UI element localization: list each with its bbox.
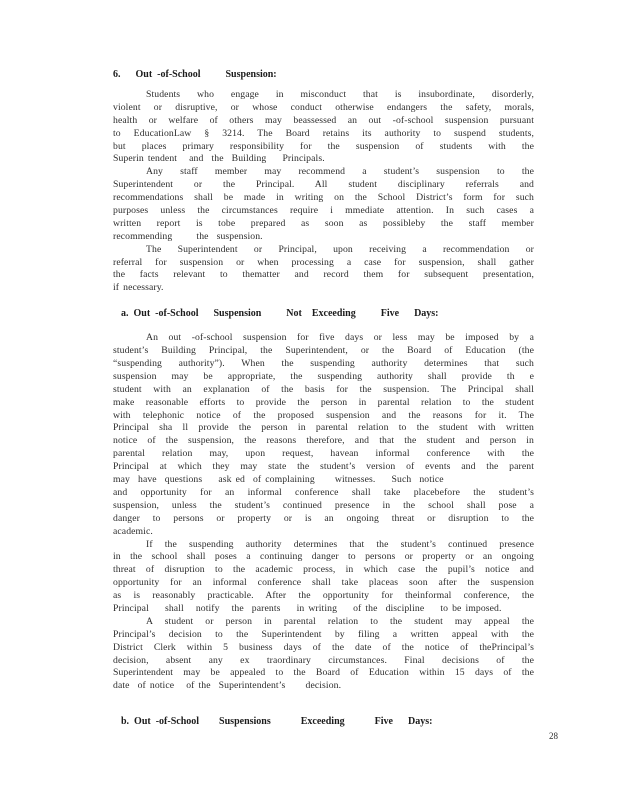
text-line: the facts relevant to thematter and record them for subsequent presentation, xyxy=(113,269,534,281)
text-line: opportunity for an informal conference shall take placeas soon after the suspension xyxy=(113,577,534,589)
text-line: decision, absent any ex traordinary circumstances. Final decisions of the xyxy=(113,654,534,666)
paragraph xyxy=(113,89,534,166)
text-line: health or welfare of others may beassessed an out -of-school suspension pursuant xyxy=(113,114,534,126)
text-line: student’s Building Principal, the Superintendent, or the Board of Education (the xyxy=(113,345,534,357)
text-line: academic. xyxy=(113,525,153,537)
text-line: written report is tobe prepared as soon as possibleby the staff member xyxy=(113,217,534,229)
text-line: Principal shall notify the parents in writing of the discipline to be imposed. xyxy=(113,602,502,614)
paragraph xyxy=(113,244,534,296)
text-line: as is reasonably practicable. After the opportunity for theinformal conference, the xyxy=(113,590,534,602)
paragraph xyxy=(113,332,534,538)
text-line: suspension, unless the student’s continued presence in the school shall pose a xyxy=(113,499,534,511)
heading-suspensions-exceeding-five-days: b. Out -of-School Suspensions Exceeding Five Days: xyxy=(121,716,433,728)
text-line: referral for suspension or when processing a case for suspension, shall gather xyxy=(113,256,534,268)
document-content xyxy=(113,68,534,728)
text-line: recommendations shall be made in writing on the School District’s form for such xyxy=(113,192,534,204)
paragraph xyxy=(113,539,534,616)
text-line: student with an explanation of the basis for the suspension. The Principal shall xyxy=(113,383,534,395)
text-line: suspension may be appropriate, the suspending authority shall provide th e xyxy=(113,370,534,382)
text-line: and opportunity for an informal conference shall take placebefore the student’s xyxy=(113,486,534,498)
text-line: Superin tendent and the Building Principals. xyxy=(113,153,325,165)
text-line: purposes unless the circumstances require i mmediate attention. In such cases a xyxy=(113,205,534,217)
text-line: notice of the suspension, the reasons therefore, and that the student and person in xyxy=(113,435,534,447)
text-line: if necessary. xyxy=(113,282,164,294)
text-line: make reasonable efforts to provide the person in parental relation to the student xyxy=(113,396,534,408)
text-line: threat of disruption to the academic process, in which case the pupil’s notice and xyxy=(113,564,534,576)
text-line: danger to persons or property or is an ongoing threat or disruption to the xyxy=(113,512,534,524)
text-line: violent or disruptive, or whose conduct otherwise endangers the safety, morals, xyxy=(113,101,534,113)
text-line: Superintendent or the Principal. All student disciplinary referrals and xyxy=(113,179,534,191)
text-line: If the suspending authority determines that the student’s continued presence xyxy=(146,538,534,550)
text-line: may have questions ask ed of complaining witnesses. Such notice xyxy=(113,474,444,486)
page-number: 28 xyxy=(549,731,558,741)
text-line: Superintendent may be appealed to the Board of Education within 15 days of the xyxy=(113,667,534,679)
text-line: “suspending authority”). When the suspending authority determines that such xyxy=(113,358,534,370)
text-line: parental relation may, upon request, havean informal conference with the xyxy=(113,448,534,460)
heading-suspension-not-exceeding-five-days: a. Out -of-School Suspension Not Exceeding Five Days: xyxy=(121,308,439,320)
text-line: to EducationLaw § 3214. The Board retains its authority to suspend students, xyxy=(113,127,534,139)
paragraph xyxy=(113,616,534,693)
text-line: with telephonic notice of the proposed suspension and the reasons for it. The xyxy=(113,409,534,421)
text-line: but places primary responsibility for the suspension of students with the xyxy=(113,140,534,152)
text-line: Students who engage in misconduct that is insubordinate, disorderly, xyxy=(146,89,534,100)
text-line: in the school shall poses a continuing danger to persons or property or an ongoing xyxy=(113,551,534,563)
text-line: recommending the suspension. xyxy=(113,230,263,242)
text-line: Principal’s decision to the Superintendent by filing a written appeal with the xyxy=(113,628,534,640)
text-line: date of notice of the Superintendent’s decision. xyxy=(113,680,342,692)
text-line: A student or person in parental relation to the student may appeal the xyxy=(146,615,534,627)
text-line: The Superintendent or Principal, upon receiving a recommendation or xyxy=(146,243,534,255)
text-line: Principal at which they may state the student’s version of events and the parent xyxy=(113,461,534,473)
text-line: Principal sha ll provide the person in parental relation to the student with written xyxy=(113,422,534,434)
text-line: An out -of-school suspension for five days or less may be imposed by a xyxy=(146,332,534,344)
heading-out-of-school-suspension: 6. Out -of-School Suspension: xyxy=(113,69,277,80)
paragraph xyxy=(113,166,534,243)
text-line: District Clerk within 5 business days of the date of the notice of thePrincipal’s xyxy=(113,641,534,653)
text-line: Any staff member may recommend a student’s suspension to the xyxy=(146,166,534,178)
